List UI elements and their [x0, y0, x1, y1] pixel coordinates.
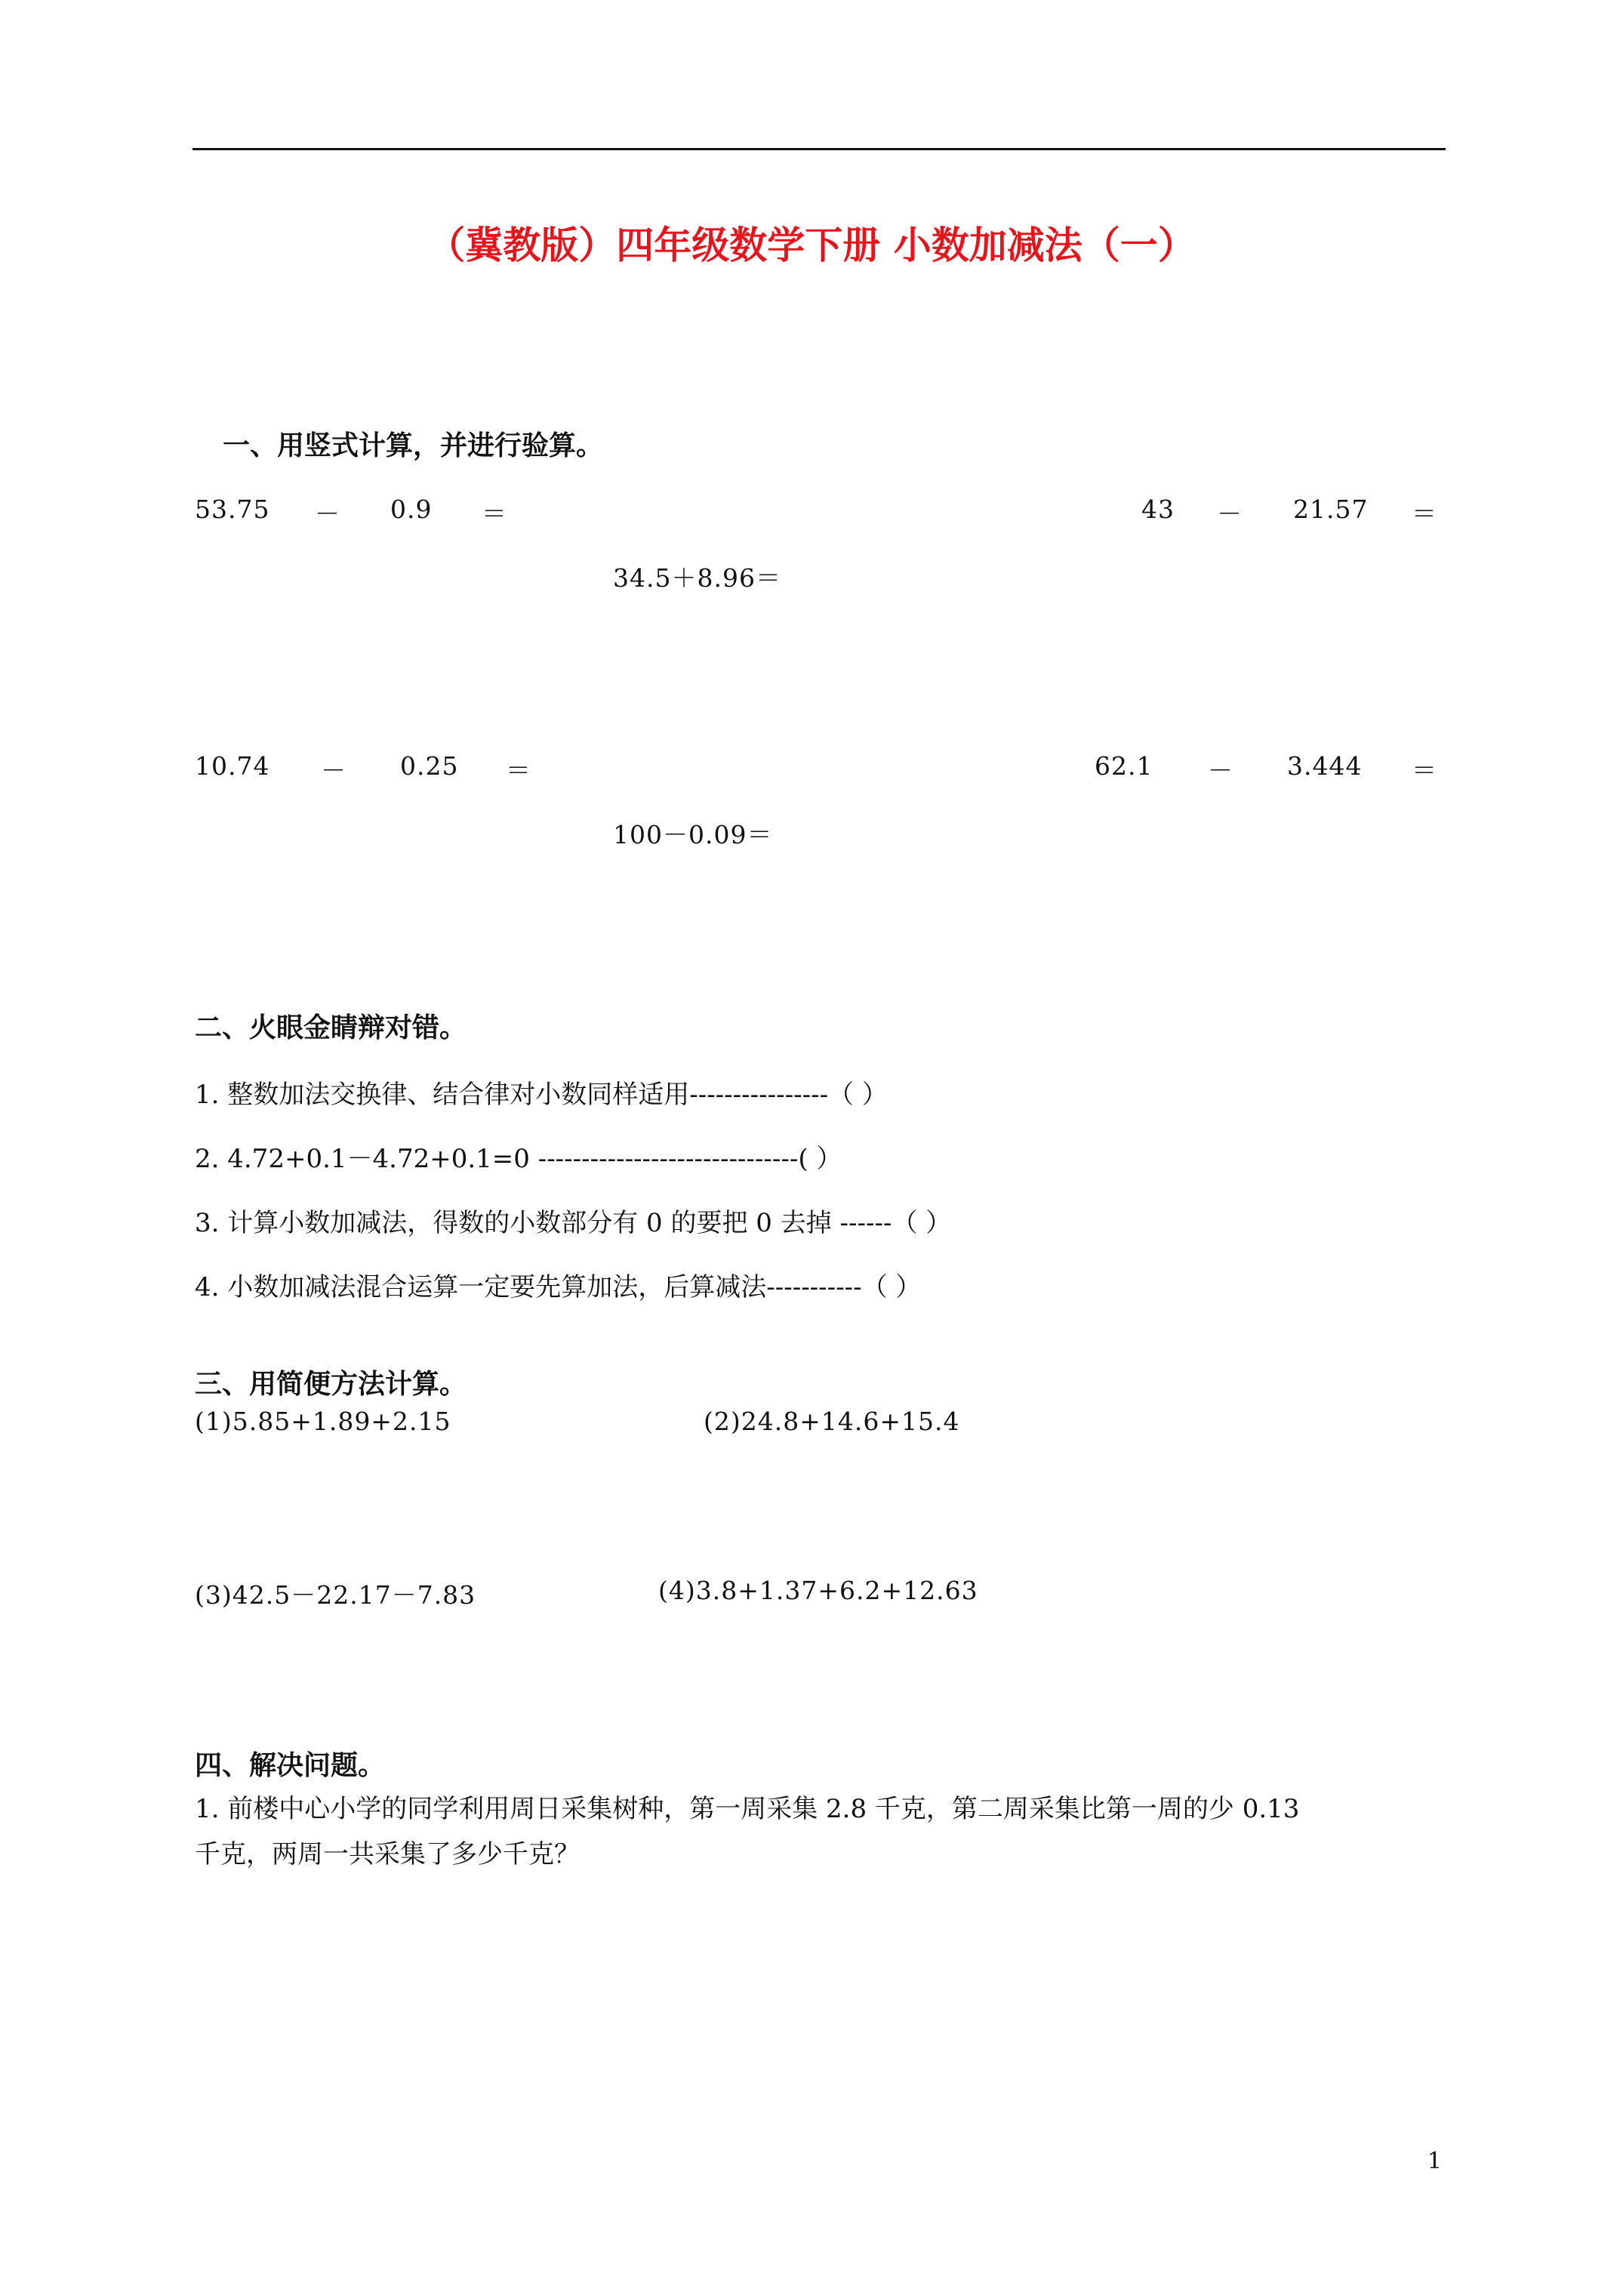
problem-2c: 100－0.09＝ — [613, 820, 773, 849]
problem-1c: 34.5＋8.96＝ — [613, 563, 781, 593]
problem-1b-equals: ＝ — [1412, 499, 1437, 529]
simplify-problem-2: (2)24.8+14.6+15.4 — [704, 1407, 960, 1436]
section4-heading: 四、解决问题。 — [195, 1749, 386, 1781]
problem-2b-equals: ＝ — [1412, 756, 1437, 785]
page-title: （冀教版）四年级数学下册 小数加减法（一） — [427, 223, 1196, 267]
judge-item-3: 3. 计算小数加减法，得数的小数部分有 0 的要把 0 去掉 ------（ ） — [195, 1208, 952, 1238]
problem-2a-operand1: 10.74 — [195, 751, 270, 781]
word-problem-line-1: 1. 前楼中心小学的同学利用周日采集树种，第一周采集 2.8 千克，第二周采集比第一周的少 0.13 — [195, 1794, 1300, 1824]
problem-2a-equals: ＝ — [506, 756, 531, 785]
problem-2b-operand1: 62.1 — [1095, 751, 1153, 781]
problem-1a-operand2: 0.9 — [390, 495, 433, 524]
page-number: 1 — [1427, 2148, 1442, 2174]
problem-1b-operand2: 21.57 — [1293, 495, 1369, 524]
judge-item-2: 2. 4.72+0.1－4.72+0.1=0 ------------------------------( ） — [195, 1144, 842, 1174]
problem-2b-operator: － — [1208, 756, 1233, 785]
section3-heading: 三、用简便方法计算。 — [195, 1368, 467, 1400]
section2-heading: 二、火眼金睛辩对错。 — [195, 1012, 467, 1043]
simplify-problem-1: (1)5.85+1.89+2.15 — [195, 1407, 451, 1436]
problem-1a-operator: － — [315, 499, 340, 529]
problem-1b-operator: － — [1217, 499, 1243, 529]
problem-2a-operand2: 0.25 — [400, 751, 459, 781]
problem-1b-operand1: 43 — [1141, 495, 1175, 524]
judge-item-1: 1. 整数加法交换律、结合律对小数同样适用----------------（ ） — [195, 1080, 888, 1110]
problem-2a-operator: － — [321, 756, 346, 785]
problem-1a-operand1: 53.75 — [195, 495, 270, 524]
judge-item-4: 4. 小数加减法混合运算一定要先算加法，后算减法-----------（ ） — [195, 1272, 922, 1302]
word-problem-line-2: 千克，两周一共采集了多少千克？ — [195, 1839, 580, 1869]
problem-2b-operand2: 3.444 — [1287, 751, 1363, 781]
simplify-problem-4: (4)3.8+1.37+6.2+12.63 — [658, 1576, 978, 1605]
top-rule — [192, 148, 1446, 150]
section1-heading: 一、用竖式计算，并进行验算。 — [223, 430, 604, 461]
simplify-problem-3: (3)42.5－22.17－7.83 — [195, 1580, 476, 1610]
problem-1a-equals: ＝ — [482, 499, 507, 529]
